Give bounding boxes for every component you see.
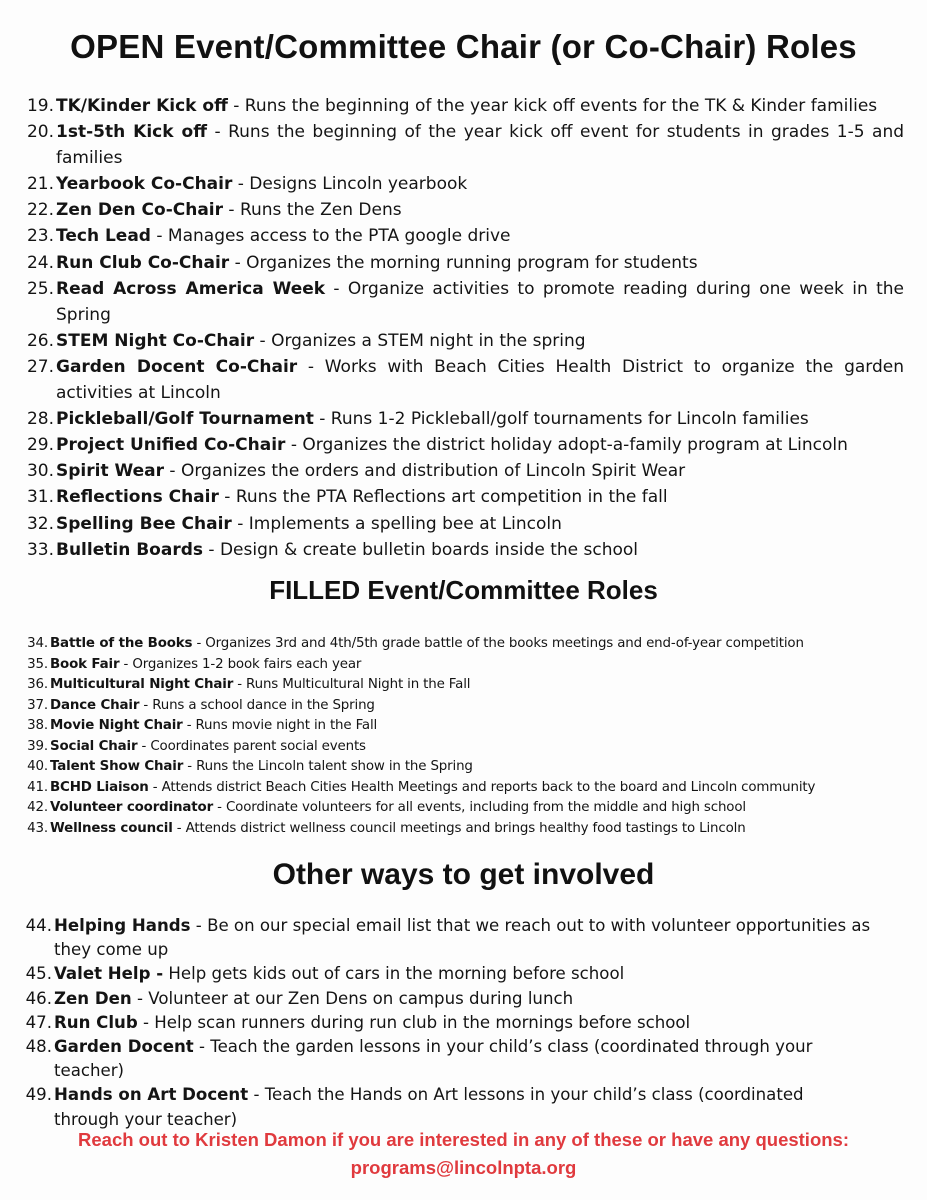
involvement-item bbox=[25, 1035, 874, 1083]
filled-role-item bbox=[27, 737, 910, 758]
item-number: 35. bbox=[27, 656, 48, 672]
role-description: - Coordinates parent social events bbox=[137, 738, 366, 754]
involvement-item bbox=[25, 962, 874, 986]
role-name: Dance Chair bbox=[50, 697, 140, 713]
item-number: 44. bbox=[25, 916, 52, 935]
role-name: Reflections Chair bbox=[56, 487, 219, 508]
item-number: 38. bbox=[27, 718, 48, 733]
open-role-item bbox=[26, 250, 904, 276]
involvement-item bbox=[25, 1083, 874, 1131]
role-description: - Attends district wellness council meetings and brings healthy food tastings to Lincoln bbox=[172, 820, 746, 836]
role-description: - Organizes the morning running program for students bbox=[229, 252, 698, 273]
item-number: 41. bbox=[27, 779, 48, 795]
role-description: - Teach the garden lessons in your child’s class (coordinated through your teacher) bbox=[54, 1037, 813, 1081]
role-name: Wellness council bbox=[50, 820, 173, 836]
role-description: - Runs movie night in the Fall bbox=[182, 718, 378, 733]
open-roles-list bbox=[26, 93, 905, 563]
involvement-item bbox=[25, 1011, 874, 1035]
item-number: 26. bbox=[26, 330, 54, 351]
role-name: Read Across America Week bbox=[56, 278, 326, 299]
role-description: - Runs Multicultural Night in the Fall bbox=[233, 677, 471, 692]
item-number: 49. bbox=[25, 1085, 52, 1105]
item-number: 37. bbox=[27, 697, 48, 713]
role-name: Valet Help - bbox=[54, 964, 164, 984]
filled-role-item bbox=[27, 778, 910, 799]
involvement-item bbox=[25, 987, 874, 1011]
role-name: Hands on Art Docent bbox=[54, 1085, 249, 1105]
item-number: 24. bbox=[26, 252, 54, 273]
filled-role-item bbox=[27, 819, 910, 840]
role-name: Book Fair bbox=[50, 656, 120, 672]
role-description: - Works with Beach Cities Health District to organize the garden activities at Lincoln bbox=[56, 356, 905, 404]
open-role-item bbox=[26, 354, 905, 406]
open-role-item bbox=[26, 171, 904, 197]
role-description: Help gets kids out of cars in the morning before school bbox=[163, 964, 625, 984]
role-name: Volunteer coordinator bbox=[50, 800, 214, 815]
item-number: 28. bbox=[26, 409, 54, 430]
open-role-item bbox=[26, 223, 904, 249]
item-number: 45. bbox=[25, 964, 52, 984]
role-description: - Implements a spelling bee at Lincoln bbox=[231, 513, 562, 534]
filled-roles-list bbox=[27, 634, 910, 839]
filled-role-item bbox=[27, 655, 910, 676]
role-description: - Organizes the district holiday adopt-a-family program at Lincoln bbox=[285, 435, 848, 456]
filled-role-item bbox=[27, 716, 910, 737]
item-number: 25. bbox=[26, 278, 54, 299]
item-number: 48. bbox=[25, 1037, 52, 1057]
filled-role-item bbox=[27, 675, 910, 696]
item-number: 20. bbox=[26, 122, 54, 143]
open-roles-heading: OPEN Event/Committee Chair (or Co-Chair) Roles bbox=[70, 28, 857, 65]
role-description: - Organizes a STEM night in the spring bbox=[254, 330, 586, 351]
role-name: Tech Lead bbox=[56, 226, 151, 247]
item-number: 40. bbox=[27, 759, 48, 774]
role-description: - Organize activities to promote reading during one week in the Spring bbox=[56, 278, 904, 325]
role-description: - Attends district Beach Cities Health Meetings and reports back to the board and Lincoln community bbox=[148, 779, 816, 795]
filled-roles-heading: FILLED Event/Committee Roles bbox=[269, 575, 658, 605]
involvement-item bbox=[25, 914, 874, 962]
open-role-item bbox=[26, 537, 904, 563]
item-number: 27. bbox=[26, 356, 54, 377]
filled-role-item bbox=[27, 696, 910, 717]
role-description: - Teach the Hands on Art lessons in your child’s class (coordinated through your teacher) bbox=[54, 1085, 804, 1129]
item-number: 32. bbox=[26, 513, 54, 534]
other-ways-list bbox=[25, 914, 874, 1132]
role-description: - Runs the beginning of the year kick off events for the TK & Kinder families bbox=[227, 96, 878, 116]
role-description: - Design & create bulletin boards inside the school bbox=[203, 539, 638, 560]
role-name: Movie Night Chair bbox=[50, 718, 183, 733]
role-name: Zen Den Co-Chair bbox=[56, 200, 224, 221]
item-number: 43. bbox=[27, 820, 48, 836]
role-description: - Runs 1-2 Pickleball/golf tournaments for Lincoln families bbox=[313, 409, 809, 430]
item-number: 39. bbox=[27, 738, 48, 754]
role-name: Run Club bbox=[54, 1012, 138, 1032]
filled-role-item bbox=[27, 757, 910, 778]
filled-role-item bbox=[27, 798, 910, 819]
item-number: 19. bbox=[26, 96, 54, 116]
open-role-item bbox=[26, 432, 904, 458]
open-role-item bbox=[26, 484, 904, 510]
role-description: - Be on our special email list that we reach out to with volunteer opportunities as they come up bbox=[54, 916, 871, 960]
open-role-item bbox=[26, 119, 905, 171]
role-name: Pickleball/Golf Tournament bbox=[56, 409, 314, 430]
role-description: - Runs the PTA Reflections art competition in the fall bbox=[218, 487, 668, 508]
role-description: - Help scan runners during run club in the mornings before school bbox=[137, 1012, 691, 1032]
item-number: 31. bbox=[26, 487, 54, 508]
role-name: Helping Hands bbox=[54, 916, 191, 935]
open-role-item bbox=[26, 511, 904, 537]
role-description: - Coordinate volunteers for all events, including from the middle and high school bbox=[213, 800, 746, 815]
role-name: Spirit Wear bbox=[56, 461, 165, 482]
role-description: - Runs the beginning of the year kick off event for students in grades 1-5 and families bbox=[56, 122, 905, 169]
role-description: - Organizes the orders and distribution of Lincoln Spirit Wear bbox=[164, 461, 686, 482]
item-number: 33. bbox=[26, 539, 54, 560]
role-name: Talent Show Chair bbox=[50, 759, 184, 774]
role-name: Multicultural Night Chair bbox=[50, 677, 234, 692]
open-role-item bbox=[26, 458, 904, 484]
role-description: - Runs a school dance in the Spring bbox=[139, 697, 375, 713]
role-description: - Designs Lincoln yearbook bbox=[232, 174, 468, 195]
role-name: Garden Docent bbox=[54, 1037, 194, 1057]
role-description: - Organizes 3rd and 4th/5th grade battle of the books meetings and end-of-year competition bbox=[192, 636, 804, 651]
role-name: Social Chair bbox=[50, 738, 138, 754]
role-description: - Manages access to the PTA google drive bbox=[150, 226, 511, 247]
role-name: STEM Night Co-Chair bbox=[56, 330, 255, 351]
role-name: 1st-5th Kick off bbox=[56, 122, 208, 143]
role-name: TK/Kinder Kick off bbox=[56, 96, 228, 116]
item-number: 42. bbox=[27, 800, 48, 815]
item-number: 23. bbox=[26, 226, 54, 247]
open-role-item bbox=[26, 197, 904, 223]
item-number: 46. bbox=[25, 988, 52, 1008]
role-name: Bulletin Boards bbox=[56, 539, 203, 560]
filled-role-item bbox=[27, 634, 910, 655]
open-role-item bbox=[26, 328, 904, 354]
role-description: - Runs the Lincoln talent show in the Spring bbox=[183, 759, 473, 774]
item-number: 30. bbox=[26, 461, 54, 482]
item-number: 21. bbox=[26, 174, 54, 195]
role-name: BCHD Liaison bbox=[50, 779, 149, 795]
role-description: - Organizes 1-2 book fairs each year bbox=[119, 656, 362, 672]
role-description: - Runs the Zen Dens bbox=[223, 200, 402, 221]
role-name: Run Club Co-Chair bbox=[56, 252, 230, 273]
role-description: - Volunteer at our Zen Dens on campus during lunch bbox=[131, 988, 574, 1008]
open-role-item bbox=[26, 93, 904, 119]
role-name: Zen Den bbox=[54, 988, 132, 1008]
role-name: Battle of the Books bbox=[50, 636, 193, 651]
item-number: 22. bbox=[26, 200, 54, 221]
open-role-item bbox=[26, 406, 904, 432]
role-name: Yearbook Co-Chair bbox=[56, 174, 233, 195]
open-role-item bbox=[26, 276, 904, 328]
item-number: 34. bbox=[27, 636, 48, 651]
contact-email-link[interactable]: programs@lincolnpta.org bbox=[350, 1157, 577, 1178]
other-ways-heading: Other ways to get involved bbox=[272, 858, 655, 891]
role-name: Spelling Bee Chair bbox=[56, 513, 232, 534]
item-number: 36. bbox=[27, 677, 48, 692]
role-name: Garden Docent Co-Chair bbox=[56, 356, 298, 377]
item-number: 47. bbox=[25, 1012, 52, 1032]
item-number: 29. bbox=[26, 435, 54, 456]
contact-message: Reach out to Kristen Damon if you are interested in any of these or have any questions: bbox=[78, 1129, 849, 1150]
role-name: Project Unified Co-Chair bbox=[56, 435, 286, 456]
